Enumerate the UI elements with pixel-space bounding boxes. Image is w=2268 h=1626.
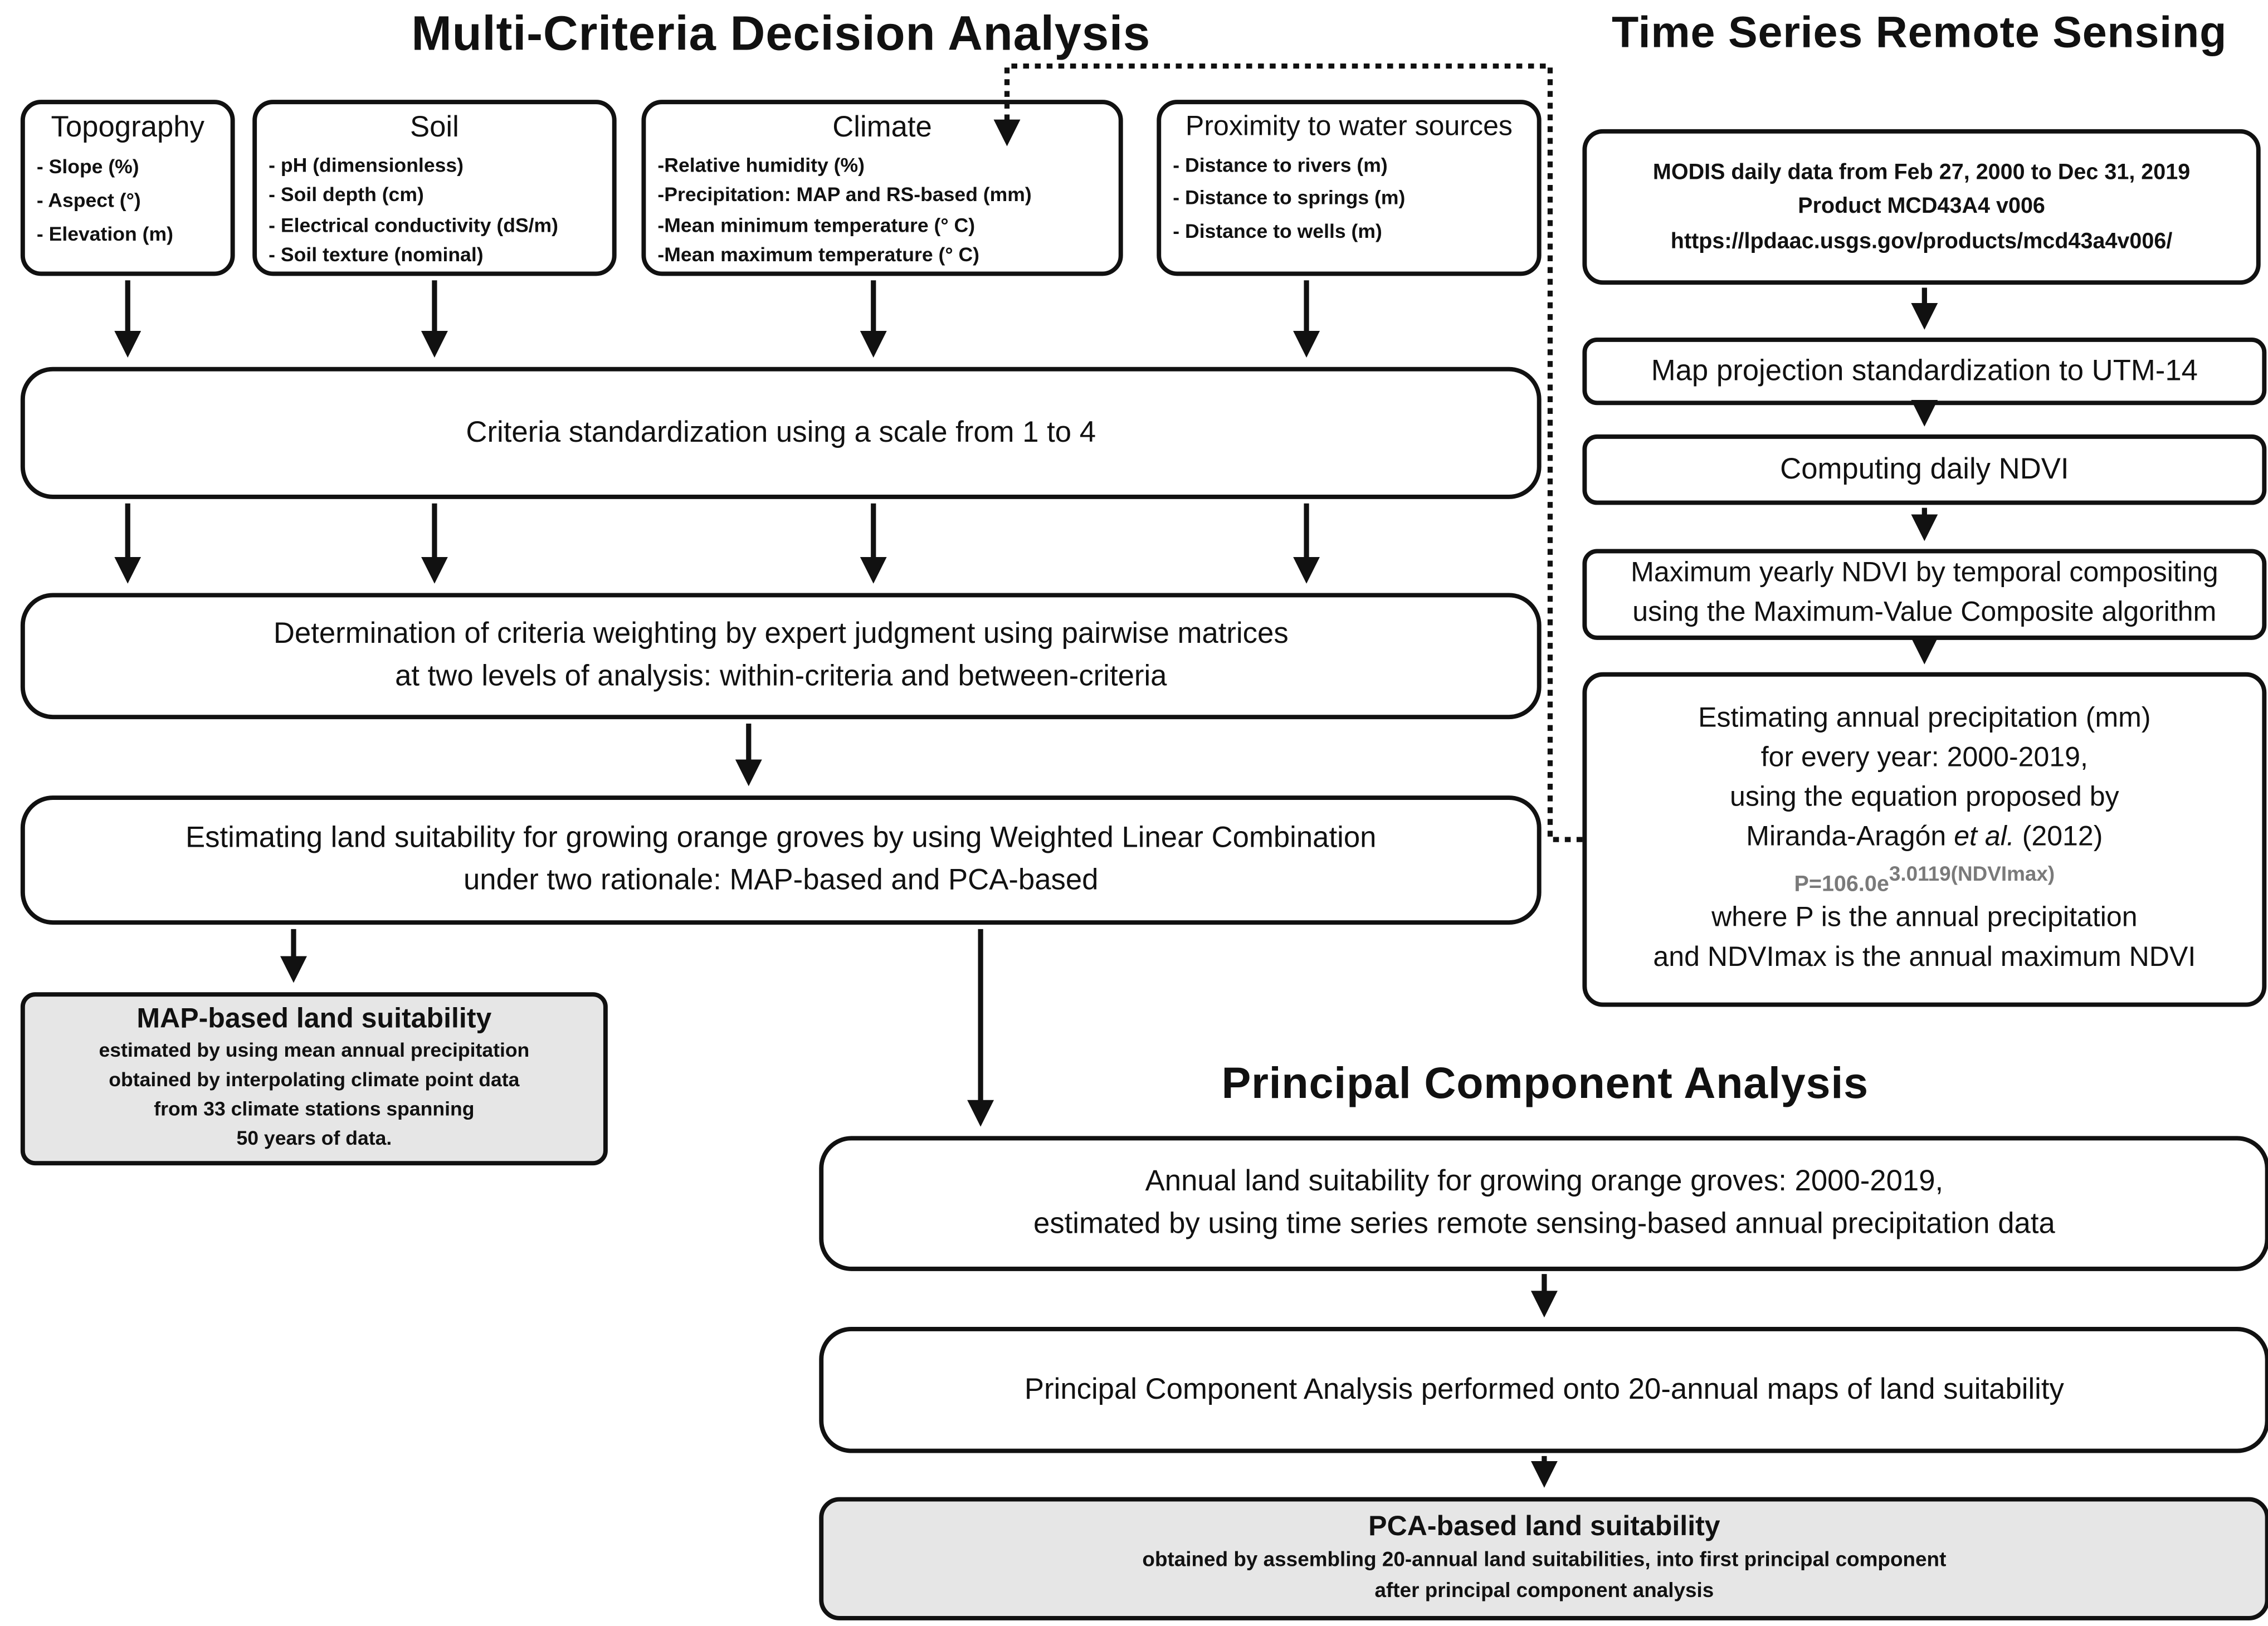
standardization-box xyxy=(21,367,1542,499)
map-based-body-line: from 33 climate stations spanning xyxy=(154,1097,475,1120)
water-item: - Distance to springs (m) xyxy=(1173,187,1406,209)
precipitation-formula xyxy=(1794,858,2055,900)
modis-line1: MODIS daily data from Feb 27, 2000 to Dec 31, 2019 xyxy=(1652,160,2191,185)
precip-citation xyxy=(1746,819,2103,858)
topography-title: Topography xyxy=(51,111,204,144)
formula-exponent: 3.0119(NDVImax) xyxy=(1889,861,2055,885)
annual-suitability-box xyxy=(819,1136,2268,1271)
topography-item: - Slope (%) xyxy=(36,155,139,178)
precip-line7: and NDVImax is the annual maximum NDVI xyxy=(1653,942,2196,973)
map-based-title: MAP-based land suitability xyxy=(136,1003,492,1034)
standardization-text: Criteria standardization using a scale from 1 to 4 xyxy=(466,416,1096,448)
annual-precip-estimation-box xyxy=(1582,672,2266,1007)
climate-item: -Mean maximum temperature (° C) xyxy=(657,243,980,266)
soil-item: - Electrical conductivity (dS/m) xyxy=(269,213,559,236)
pca-based-body-line: obtained by assembling 20-annual land suitabilities, into first principal component xyxy=(1142,1547,1947,1571)
topography-box xyxy=(21,100,235,276)
daily-ndvi-text: Computing daily NDVI xyxy=(1780,452,2069,485)
modis-data-box xyxy=(1582,129,2260,285)
soil-item: - pH (dimensionless) xyxy=(269,154,464,177)
citation-author: Miranda-Aragón xyxy=(1746,822,1954,853)
soil-item: - Soil texture (nominal) xyxy=(269,243,484,266)
annual-suitability-line2: estimated by using time series remote sensing-based annual precipitation data xyxy=(1033,1208,2055,1241)
map-based-body-line: estimated by using mean annual precipitation xyxy=(99,1038,530,1061)
section-title-mcda: Multi-Criteria Decision Analysis xyxy=(411,6,1151,61)
citation-year: (2012) xyxy=(2014,822,2103,853)
map-based-suitability-box xyxy=(21,992,608,1165)
topography-item: - Aspect (°) xyxy=(36,189,141,212)
water-item: - Distance to rivers (m) xyxy=(1173,154,1388,177)
pca-based-body-line: after principal component analysis xyxy=(1374,1578,1714,1601)
weighting-box xyxy=(21,593,1542,719)
citation-etal: et al. xyxy=(1954,822,2015,853)
utm-projection-text: Map projection standardization to UTM-14 xyxy=(1651,354,2198,387)
soil-item: - Soil depth (cm) xyxy=(269,184,424,206)
pca-performed-text: Principal Component Analysis performed onto 20-annual maps of land suitability xyxy=(1024,1373,2064,1405)
pca-based-suitability-box xyxy=(819,1497,2268,1620)
section-title-tsrs: Time Series Remote Sensing xyxy=(1611,8,2227,57)
climate-item: -Mean minimum temperature (° C) xyxy=(657,213,976,236)
max-ndvi-box xyxy=(1582,549,2266,639)
water-proximity-box xyxy=(1157,100,1541,276)
weighting-text-line2: at two levels of analysis: within-criteria and between-criteria xyxy=(395,660,1167,693)
modis-url: https://lpdaac.usgs.gov/products/mcd43a4v006/ xyxy=(1670,228,2173,253)
utm-projection-box xyxy=(1582,338,2266,405)
section-title-pca: Principal Component Analysis xyxy=(1221,1059,1869,1109)
climate-box xyxy=(641,100,1123,276)
map-based-body-line: 50 years of data. xyxy=(236,1127,392,1150)
climate-title: Climate xyxy=(832,111,932,144)
precip-line6: where P is the annual precipitation xyxy=(1711,902,2138,934)
formula-base: P=106.0e xyxy=(1794,872,1889,897)
weighting-text-line1: Determination of criteria weighting by expert judgment using pairwise matrices xyxy=(273,618,1289,651)
daily-ndvi-box xyxy=(1582,434,2266,505)
annual-suitability-line1: Annual land suitability for growing orange groves: 2000-2019, xyxy=(1145,1165,1944,1198)
precip-line1: Estimating annual precipitation (mm) xyxy=(1698,703,2151,734)
pca-based-title: PCA-based land suitability xyxy=(1368,1511,1720,1543)
wlc-text-line2: under two rationale: MAP-based and PCA-based xyxy=(463,864,1099,897)
soil-title: Soil xyxy=(409,111,459,144)
wlc-box xyxy=(21,795,1542,925)
map-based-body-line: obtained by interpolating climate point data xyxy=(109,1068,520,1091)
water-item: - Distance to wells (m) xyxy=(1173,219,1382,242)
max-ndvi-line1: Maximum yearly NDVI by temporal compositing xyxy=(1631,558,2218,589)
water-proximity-title: Proximity to water sources xyxy=(1185,111,1513,143)
climate-item: -Relative humidity (%) xyxy=(657,154,865,177)
max-ndvi-line2: using the Maximum-Value Composite algorithm xyxy=(1632,597,2217,628)
climate-item: -Precipitation: MAP and RS-based (mm) xyxy=(657,184,1032,206)
precip-line2: for every year: 2000-2019, xyxy=(1760,743,2088,774)
precip-line3: using the equation proposed by xyxy=(1730,782,2119,813)
topography-item: - Elevation (m) xyxy=(36,223,173,245)
modis-line2: Product MCD43A4 v006 xyxy=(1798,194,2045,219)
wlc-text-line1: Estimating land suitability for growing orange groves by using Weighted Linear Combination xyxy=(186,822,1377,854)
pca-performed-box xyxy=(819,1327,2268,1453)
soil-box xyxy=(252,100,616,276)
